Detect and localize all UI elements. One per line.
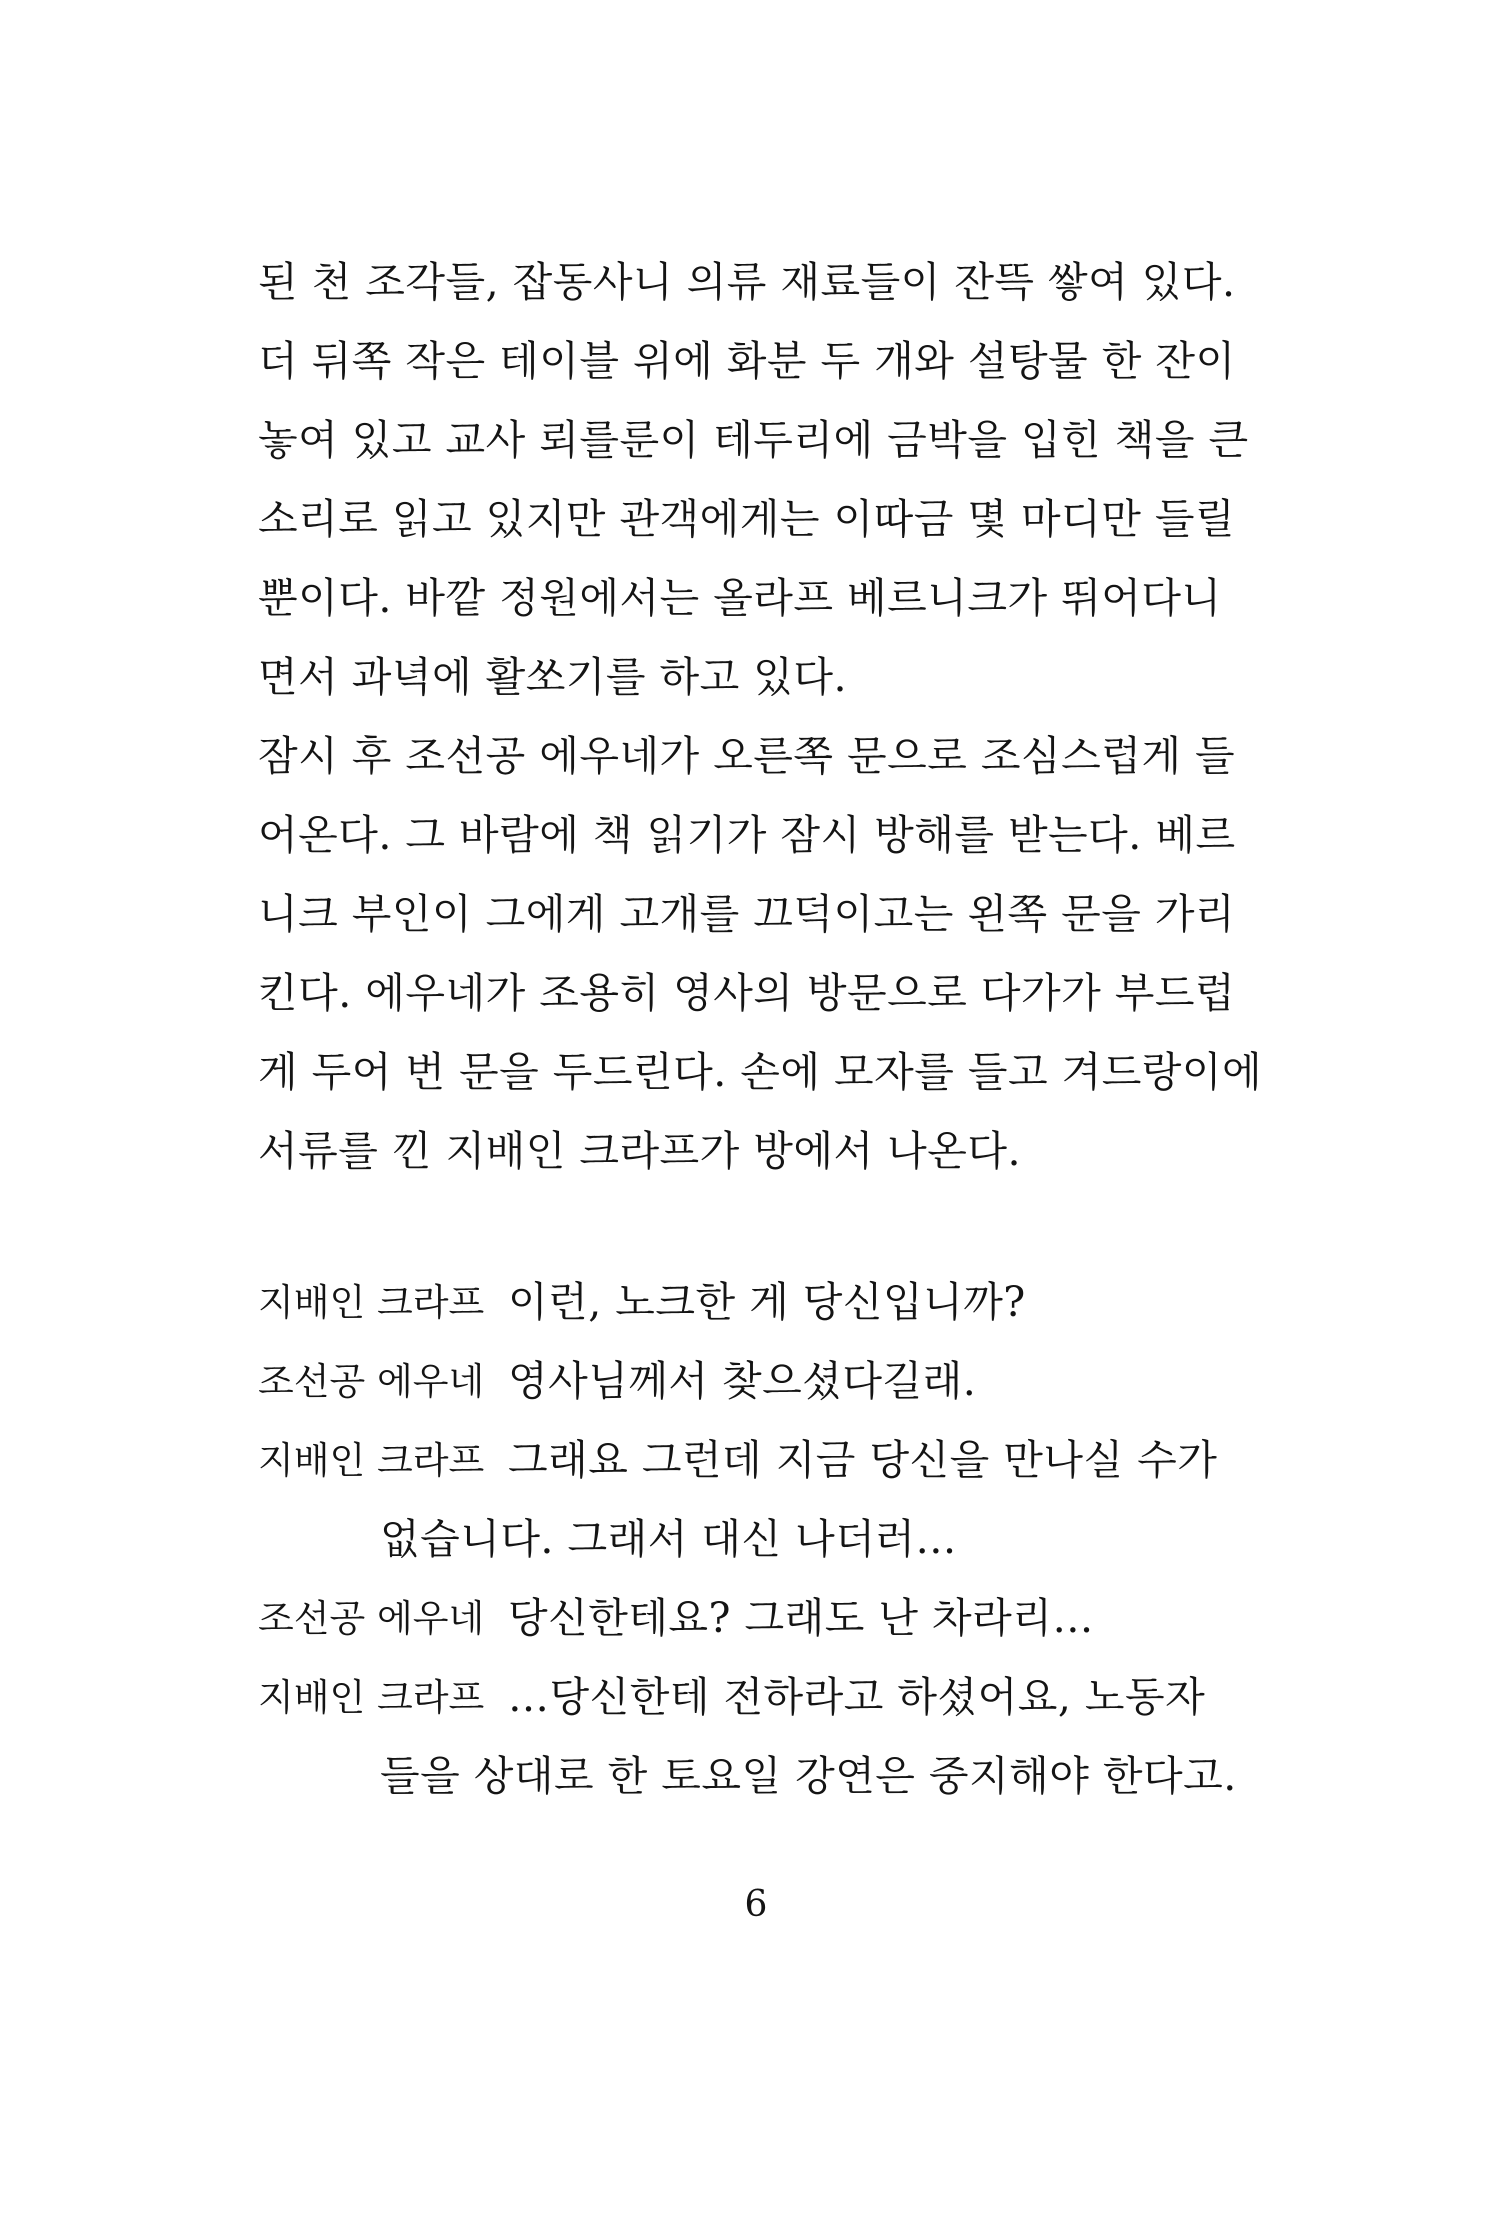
stage-direction-line: 뿐이다. 바깥 정원에서는 올라프 베르니크가 뛰어다니 [258,574,1222,622]
stage-directions [258,243,1263,1191]
stage-direction-line: 된 천 조각들, 잡동사니 의류 재료들이 잔뜩 쌓여 있다. [258,258,1236,306]
stage-direction-line: 소리로 읽고 있지만 관객에게는 이따금 몇 마디만 들릴 [258,495,1236,543]
stage-direction-line: 면서 과녁에 활쏘기를 하고 있다. [258,653,848,701]
stage-direction-line: 킨다. 에우네가 조용히 영사의 방문으로 다가가 부드럽 [258,969,1236,1017]
dialogue-entry [258,1421,1218,1500]
speaker-name: 지배인 크라프 [258,1676,485,1719]
speaker-name: 조선공 에우네 [258,1597,485,1640]
dialogue-line: 당신한테요? 그래도 난 차라리… [508,1594,1094,1642]
dialogue-line: 이런, 노크한 게 당신입니까? [508,1278,1026,1326]
dialogue-line: 영사님께서 찾으셨다길래. [508,1357,977,1405]
speaker-name: 조선공 에우네 [258,1360,485,1403]
speaker-name: 지배인 크라프 [258,1439,485,1482]
dialogue-entry [258,1658,1206,1737]
stage-direction-line: 놓여 있고 교사 뢰를룬이 테두리에 금박을 입힌 책을 큰 [258,416,1249,464]
stage-direction-line: 잠시 후 조선공 에우네가 오른쪽 문으로 조심스럽게 들 [258,732,1236,780]
stage-direction-line: 서류를 낀 지배인 크라프가 방에서 나온다. [258,1127,1021,1175]
dialogue-entry [258,1579,1168,1658]
dialogue-continuation: 없습니다. 그래서 대신 나더러… [380,1515,957,1563]
dialogue-continuation: 들을 상대로 한 토요일 강연은 중지해야 한다고. [380,1752,1237,1800]
stage-direction-line: 더 뒤쪽 작은 테이블 위에 화분 두 개와 설탕물 한 잔이 [258,337,1236,385]
dialogue-block [258,1263,1237,1816]
stage-direction-line: 니크 부인이 그에게 고개를 끄덕이고는 왼쪽 문을 가리 [258,890,1236,938]
dialogue-entry [258,1342,1168,1421]
stage-direction-line: 어온다. 그 바람에 책 읽기가 잠시 방해를 받는다. 베르 [258,811,1236,859]
dialogue-line: …당신한테 전하라고 하셨어요, 노동자 [508,1673,1206,1721]
stage-direction-line: 게 두어 번 문을 두드린다. 손에 모자를 들고 겨드랑이에 [258,1048,1263,1096]
page-number: 6 [744,1884,768,1925]
dialogue-entry [258,1263,1168,1342]
speaker-name: 지배인 크라프 [258,1281,485,1324]
dialogue-line: 그래요 그런데 지금 당신을 만나실 수가 [508,1436,1218,1484]
